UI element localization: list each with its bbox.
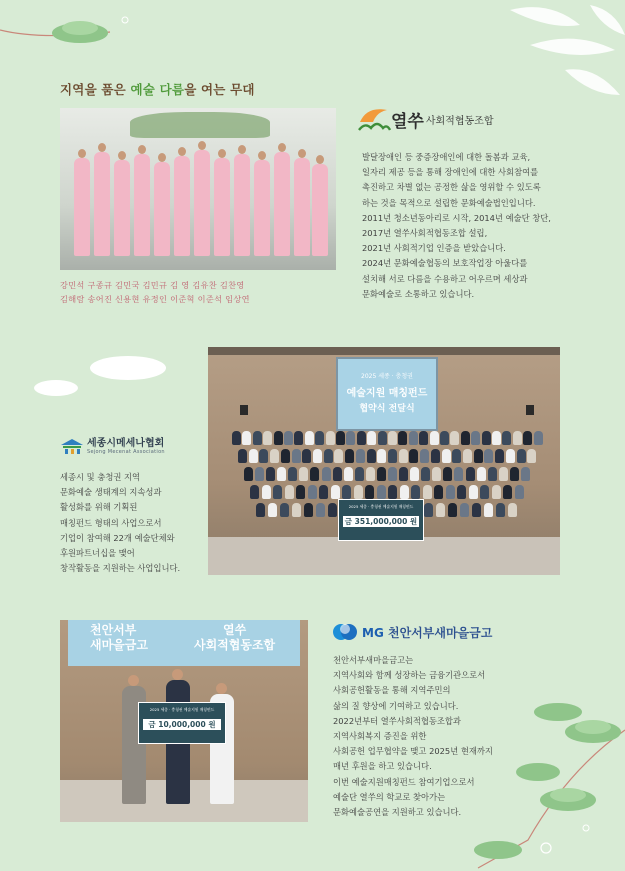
attendee-figure: [461, 431, 470, 445]
attendee-figure: [367, 449, 376, 463]
attendee-figure: [420, 449, 429, 463]
attendee-figure: [454, 467, 463, 481]
screen-text-line3: 협약식 전달식: [359, 404, 415, 414]
attendee-figure: [270, 449, 279, 463]
yeolsu-line: 하는 것을 목적으로 설립한 문화예술법인입니다.: [362, 197, 536, 208]
yeolsu-description: [362, 150, 551, 302]
attendee-figure: [446, 485, 455, 499]
attendee-figure: [398, 431, 407, 445]
section-headline: [60, 80, 255, 98]
yeolsu-logo-name: 열쑤: [391, 111, 424, 132]
attendee-figure: [424, 503, 433, 517]
performer-names-caption: [60, 278, 250, 306]
attendee-figure: [326, 431, 335, 445]
yeolsu-logo-subtitle: 사회적협동조합: [425, 115, 494, 127]
matching-fund-ceremony-photo: [208, 347, 560, 575]
screen-text-line2: 예술지원 매칭펀드: [346, 388, 428, 399]
projection-screen: [336, 357, 438, 431]
banner-text-left: 천안서부 새마을금고: [90, 623, 148, 652]
attendee-figure: [284, 431, 293, 445]
attendee-figure: [367, 431, 376, 445]
attendee-figure: [294, 431, 303, 445]
attendee-figure: [411, 485, 420, 499]
attendee-figure: [523, 431, 532, 445]
attendee-figure: [308, 485, 317, 499]
attendee-figure: [319, 485, 328, 499]
attendee-figure: [534, 431, 543, 445]
yeolsu-line: 설치해 서로 다름을 수용하고 어우르며 세상과: [362, 273, 528, 284]
mg-logo-mg: MG: [362, 625, 384, 640]
attendee-figure: [292, 449, 301, 463]
mg-line: 지역사회와 함께 성장하는 금융기관으로서: [333, 670, 486, 681]
attendee-figure: [268, 503, 277, 517]
attendee-figure: [378, 431, 387, 445]
attendee-figure: [315, 431, 324, 445]
attendee-figure: [299, 467, 308, 481]
attendee-figure: [345, 449, 354, 463]
attendee-figure: [431, 449, 440, 463]
attendee-figure: [503, 485, 512, 499]
attendee-figure: [255, 467, 264, 481]
attendee-figure: [527, 449, 536, 463]
attendee-figure: [322, 467, 331, 481]
cloud-decoration: [28, 350, 178, 400]
attendee-figure: [232, 431, 241, 445]
attendee-figure: [410, 467, 419, 481]
attendee-figure: [517, 449, 526, 463]
banner-screen: [68, 620, 300, 666]
board-amount: 금 351,000,000 원: [344, 517, 418, 526]
attendee-figure: [484, 449, 493, 463]
sejong-mecenat-subtitle: Sejong Mecenat Association: [87, 448, 165, 455]
mg-donation-board: [138, 702, 226, 744]
attendee-figure: [484, 503, 493, 517]
attendee-figure: [457, 485, 466, 499]
matching-fund-board: [338, 499, 424, 541]
yeolsu-line: 일자리 제공 등을 통해 장애인에 대한 사회참여를: [362, 167, 539, 178]
yeolsu-line: 2017년 열쑤사회적협동조합 설립,: [362, 228, 488, 239]
attendee-figure: [288, 467, 297, 481]
attendee-figure: [292, 503, 301, 517]
attendee-figure: [513, 431, 522, 445]
yeolsu-emblem-icon: [357, 104, 391, 134]
attendee-figure: [496, 503, 505, 517]
attendee-figure: [502, 431, 511, 445]
attendee-figure: [238, 449, 247, 463]
attendee-figure: [506, 449, 515, 463]
board-title: 2025 세종 · 충청권 예술지원 매칭펀드: [348, 504, 414, 509]
attendee-figure: [253, 431, 262, 445]
sejong-mecenat-logo: [60, 437, 165, 455]
attendee-figure: [244, 467, 253, 481]
attendee-figure: [274, 431, 283, 445]
attendee-figure: [333, 467, 342, 481]
attendee-figure: [280, 503, 289, 517]
headline-word-region: 지역: [60, 82, 85, 97]
group-photo-performers: [60, 108, 336, 270]
attendee-figure: [285, 485, 294, 499]
attendee-figure: [482, 431, 491, 445]
yeolsu-line: 2021년 사회적기업 인증을 받았습니다.: [362, 243, 506, 254]
speaker-left: [240, 405, 248, 415]
attendee-figure: [442, 449, 451, 463]
attendee-figure: [365, 485, 374, 499]
attendee-figure: [259, 449, 268, 463]
mg-line: 천안서부새마을금고는: [333, 655, 414, 665]
attendee-figure: [281, 449, 290, 463]
headline-text: 을 품은: [84, 82, 131, 97]
mg-line: 사회공헌 업무협약을 맺고 2025년 현재까지: [333, 746, 493, 757]
headline-word-art: 예술: [130, 82, 156, 97]
yeolsu-line: 문화예술로 소통하고 있습니다.: [362, 288, 475, 299]
attendee-figure: [344, 467, 353, 481]
attendee-figure: [399, 467, 408, 481]
attendee-figure: [409, 449, 418, 463]
mg-line: 매년 후원을 하고 있습니다.: [333, 761, 432, 772]
banner-text-right: 열쑤 사회적협동조합: [194, 623, 276, 652]
yeolsu-logo: [357, 104, 493, 134]
names-line-1: 강민석 구종규 김민국 김민규 김 영 김유찬 김찬영: [60, 280, 245, 290]
attendee-figure: [354, 485, 363, 499]
pine-branch-top-left-decoration: [0, 0, 140, 60]
attendee-figure: [515, 485, 524, 499]
mg-line: 지역사회복지 증진을 위한: [333, 731, 427, 742]
attendee-figure: [388, 485, 397, 499]
attendee-figure: [432, 467, 441, 481]
attendee-figure: [305, 431, 314, 445]
attendee-figure: [388, 449, 397, 463]
attendee-figure: [277, 467, 286, 481]
attendee-figure: [355, 467, 364, 481]
attendee-figure: [263, 431, 272, 445]
attendee-figure: [448, 503, 457, 517]
attendee-figure: [436, 503, 445, 517]
sejong-mecenat-name: 세종시메세나협회: [87, 437, 165, 449]
attendee-figure: [346, 431, 355, 445]
attendee-figure: [469, 485, 478, 499]
attendee-figure: [452, 449, 461, 463]
sejong-line: 세종시 및 충청권 지역: [60, 472, 141, 482]
attendee-figure: [419, 431, 428, 445]
sejong-line: 기업이 참여해 22개 예술단체와: [60, 532, 175, 543]
attendee-figure: [336, 431, 345, 445]
attendee-figure: [460, 503, 469, 517]
attendee-figure: [313, 449, 322, 463]
attendee-figure: [324, 449, 333, 463]
attendee-figure: [356, 449, 365, 463]
mg-donation-photo: [60, 620, 308, 822]
attendee-figure: [409, 431, 418, 445]
attendee-figure: [450, 431, 459, 445]
mg-line: 삶의 질 향상에 기여하고 있습니다.: [333, 700, 459, 711]
names-line-2: 김해람 송어진 신용현 유정인 이준혁 이준석 임상연: [60, 294, 250, 304]
attendee-figure: [474, 449, 483, 463]
attendee-figure: [466, 467, 475, 481]
attendee-figure: [266, 467, 275, 481]
mg-description: [333, 653, 493, 820]
sejong-line: 활성화를 위해 기획된: [60, 502, 138, 513]
attendee-figure: [342, 485, 351, 499]
sejong-line: 매칭펀드 형태의 사업으로서: [60, 517, 162, 528]
sejong-description: [60, 470, 180, 576]
attendee-figure: [316, 503, 325, 517]
attendee-figure: [296, 485, 305, 499]
mg-line: 2022년부터 열쑤사회적협동조합과: [333, 715, 461, 726]
attendee-figure: [463, 449, 472, 463]
attendee-figure: [262, 485, 271, 499]
headline-word-difference: 다름: [159, 82, 185, 97]
attendee-figure: [492, 485, 501, 499]
attendee-figure: [423, 485, 432, 499]
yeolsu-line: 2024년 문화예술협동의 보호작업장 아울다를: [362, 258, 528, 269]
yeolsu-line: 2011년 청소년동아리로 시작, 2014년 예술단 창단,: [362, 212, 551, 223]
board-title: 2025 세종 · 충청권 예술지원 매칭펀드: [149, 707, 215, 712]
attendee-figure: [495, 449, 504, 463]
attendee-figure: [388, 467, 397, 481]
attendee-figure: [331, 485, 340, 499]
sejong-line: 후원파트너십을 맺어: [60, 548, 135, 559]
board-amount: 금 10,000,000 원: [143, 719, 221, 730]
headline-text-end: 을 여는 무대: [184, 82, 255, 97]
attendee-figure: [366, 467, 375, 481]
attendee-figure: [430, 431, 439, 445]
yeolsu-line: 촉진하고 차별 없는 공정한 삶을 영위할 수 있도록: [362, 182, 541, 193]
sejong-line: 문화예술 생태계의 지속성과: [60, 487, 162, 498]
mg-line: 이번 예술지원매칭펀드 참여기업으로서: [333, 776, 475, 787]
screen-text-line1: 2025 세종 · 충청권: [361, 373, 413, 380]
attendee-figure: [302, 449, 311, 463]
attendee-figure: [472, 503, 481, 517]
attendee-figure: [273, 485, 282, 499]
attendee-figure: [434, 485, 443, 499]
ceiling: [208, 347, 560, 355]
attendee-figure: [508, 503, 517, 517]
sejong-line: 창작활동을 지원하는 사업입니다.: [60, 563, 181, 574]
attendee-figure: [377, 467, 386, 481]
sejong-mecenat-emblem-icon: [60, 437, 84, 455]
attendee-figure: [510, 467, 519, 481]
attendee-figure: [421, 467, 430, 481]
attendee-figure: [310, 467, 319, 481]
attendee-figure: [250, 485, 259, 499]
mg-logo-name: 천안서부새마을금고: [387, 625, 493, 640]
mg-emblem-icon: [332, 621, 358, 643]
attendee-figure: [256, 503, 265, 517]
attendee-figure: [521, 467, 530, 481]
mg-line: 문화예술공연을 지원하고 있습니다.: [333, 807, 462, 818]
attendee-figure: [304, 503, 313, 517]
attendee-figure: [377, 485, 386, 499]
attendee-figure: [499, 467, 508, 481]
attendee-figure: [471, 431, 480, 445]
attendee-figure: [399, 449, 408, 463]
attendee-figure: [357, 431, 366, 445]
attendee-figure: [440, 431, 449, 445]
speaker-right: [526, 405, 534, 415]
attendee-figure: [242, 431, 251, 445]
floor: [208, 537, 560, 575]
attendee-figure: [400, 485, 409, 499]
attendee-figure: [377, 449, 386, 463]
attendee-figure: [488, 467, 497, 481]
attendee-figure: [443, 467, 452, 481]
photo-backdrop-greenery: [130, 112, 270, 138]
attendee-figure: [328, 503, 337, 517]
attendee-figure: [492, 431, 501, 445]
yeolsu-line: 발달장애인 등 중증장애인에 대한 돌봄과 교육,: [362, 152, 531, 162]
mg-logo: [332, 621, 492, 643]
white-leaf-top-right-decoration: [490, 0, 625, 120]
attendee-figure: [249, 449, 258, 463]
mg-line: 예술단 열쑤의 학교로 찾아가는: [333, 791, 446, 802]
attendee-figure: [334, 449, 343, 463]
mg-line: 사회공헌활동을 통해 지역주민의: [333, 685, 451, 696]
attendee-figure: [477, 467, 486, 481]
attendee-figure: [388, 431, 397, 445]
attendee-figure: [480, 485, 489, 499]
